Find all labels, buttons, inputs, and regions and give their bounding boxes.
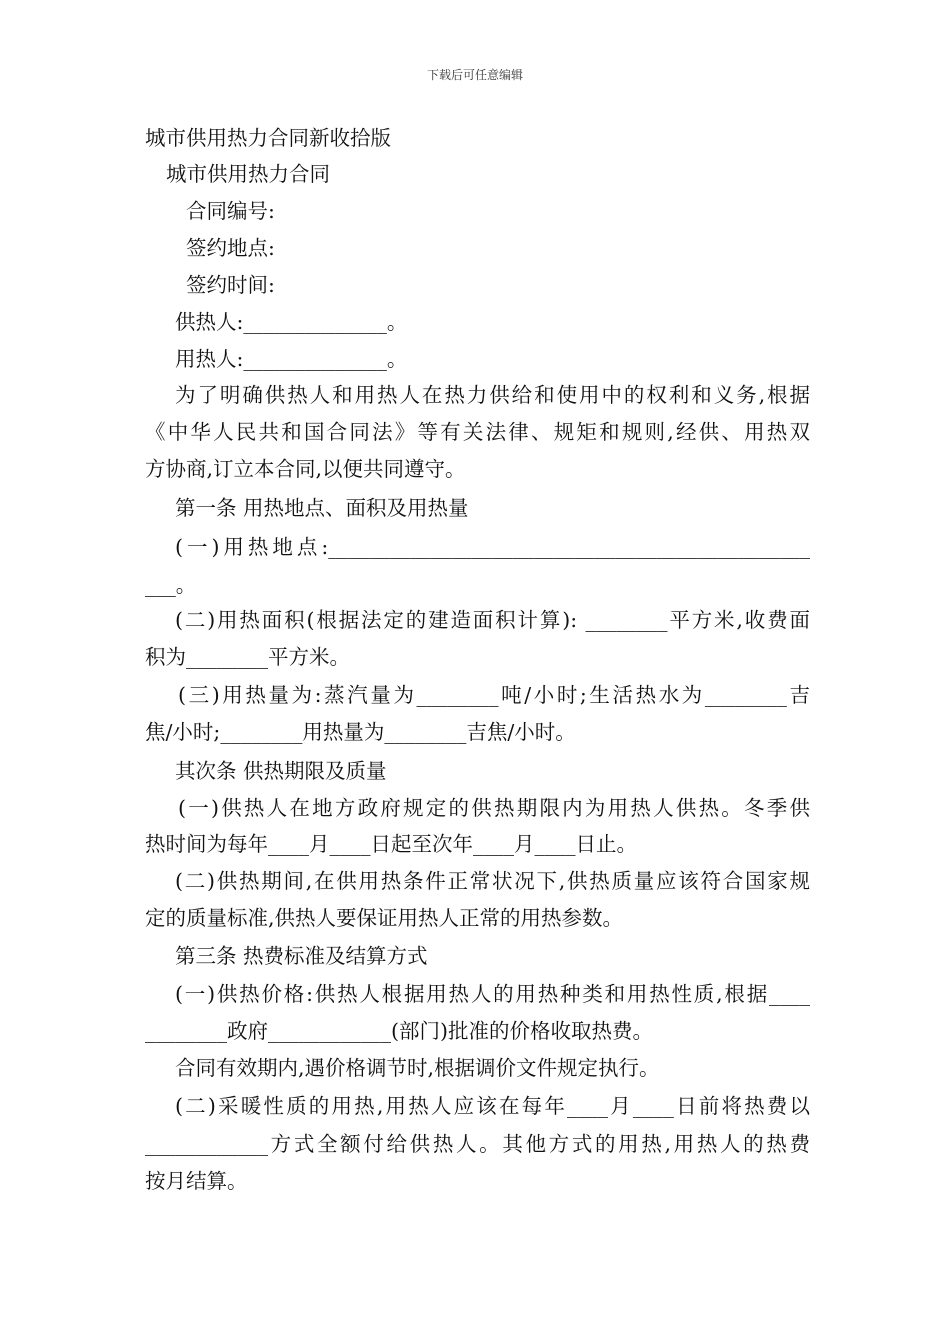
signing-place-field: 签约地点: bbox=[186, 236, 275, 260]
article-heading: 第三条 热费标准及结算方式 bbox=[175, 944, 428, 968]
article-heading: 其次条 供热期限及质量 bbox=[175, 759, 387, 783]
paragraph-line: (一)供热价格:供热人根据用热人的用热种类和用热性质,根据____ bbox=[175, 982, 810, 1006]
paragraph-line: (三)用热量为:蒸汽量为________吨/小时;生活热水为________吉 bbox=[178, 683, 810, 707]
paragraph-line: 为了明确供热人和用热人在热力供给和使用中的权利和义务,根据 bbox=[175, 383, 810, 407]
paragraph-line: ___。 bbox=[145, 573, 197, 597]
paragraph-line: ________政府____________(部门)批准的价格收取热费。 bbox=[145, 1019, 653, 1043]
paragraph-line: 合同有效期内,遇价格调节时,根据调价文件规定执行。 bbox=[175, 1056, 660, 1080]
paragraph-line: 焦/小时;________用热量为________吉焦/小时。 bbox=[145, 720, 576, 744]
document-title: 城市供用热力合同新收拾版 bbox=[145, 126, 391, 150]
paragraph-line: 《中华人民共和国合同法》等有关法律、规矩和规则,经供、用热双 bbox=[145, 420, 810, 444]
paragraph-line: ____________方式全额付给供热人。其他方式的用热,用热人的热费 bbox=[145, 1132, 810, 1156]
heat-user-field: 用热人:______________。 bbox=[175, 347, 408, 371]
page-header: 下载后可任意编辑 bbox=[426, 68, 523, 82]
paragraph-line: 定的质量标准,供热人要保证用热人正常的用热参数。 bbox=[145, 906, 624, 930]
contract-number-field: 合同编号: bbox=[186, 199, 275, 223]
paragraph-line: (一)供热人在地方政府规定的供热期限内为用热人供热。冬季供 bbox=[178, 796, 810, 820]
contract-title: 城市供用热力合同 bbox=[166, 162, 330, 186]
paragraph-line: (二)用热面积(根据法定的建造面积计算): ________平方米,收费面 bbox=[175, 608, 810, 632]
paragraph-line: 方协商,订立本合同,以便共同遵守。 bbox=[145, 457, 466, 481]
article-heading: 第一条 用热地点、面积及用热量 bbox=[175, 496, 469, 520]
paragraph-line: (二)采暖性质的用热,用热人应该在每年____月____日前将热费以 bbox=[175, 1094, 810, 1118]
paragraph-line: (一)用热地点:_______________________________________________ bbox=[175, 535, 810, 559]
paragraph-line: 热时间为每年____月____日起至次年____月____日止。 bbox=[145, 832, 637, 856]
paragraph-line: 积为________平方米。 bbox=[145, 645, 350, 669]
paragraph-line: (二)供热期间,在供用热条件正常状况下,供热质量应该符合国家规 bbox=[175, 869, 810, 893]
paragraph-line: 按月结算。 bbox=[145, 1169, 248, 1193]
heat-supplier-field: 供热人:______________。 bbox=[175, 310, 408, 334]
signing-time-field: 签约时间: bbox=[186, 273, 275, 297]
